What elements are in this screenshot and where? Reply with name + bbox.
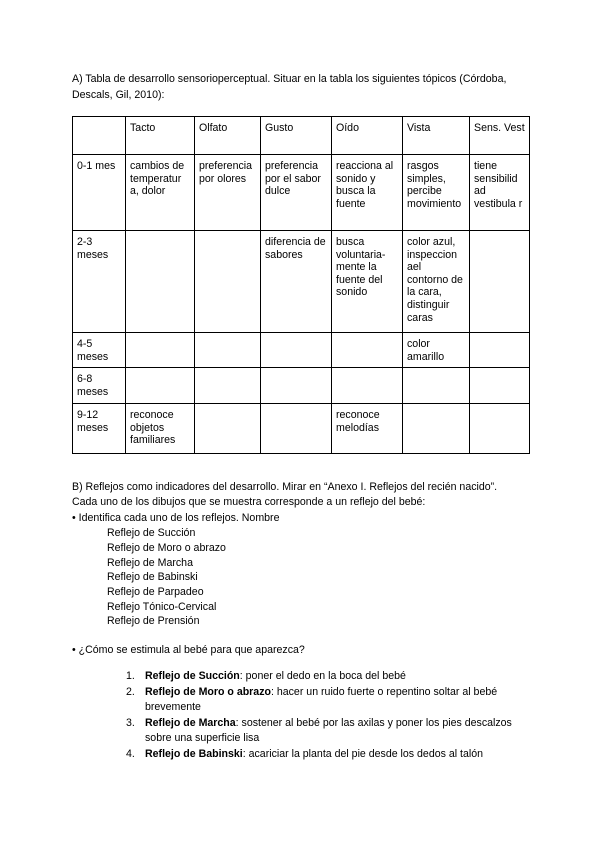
list-number: 4. <box>126 748 135 760</box>
table-cell <box>403 404 470 454</box>
table-cell: rasgos simples, percibe movimiento <box>403 155 470 231</box>
stimulus-text: : poner el dedo en la boca del bebé <box>239 670 406 682</box>
list-item <box>126 747 526 762</box>
list-item <box>126 669 526 684</box>
table-cell <box>470 368 530 404</box>
table-cell <box>470 231 530 333</box>
reflex-name: Reflejo de Succión <box>145 670 240 682</box>
reflex-item: Reflejo de Parpadeo <box>107 586 204 599</box>
table-cell <box>195 404 261 454</box>
table-cell: tiene sensibilid ad vestibula r <box>470 155 530 231</box>
table-cell: 4-5 meses <box>73 333 126 368</box>
table-cell <box>261 368 332 404</box>
list-number: 3. <box>126 717 135 729</box>
reflex-list <box>72 526 542 629</box>
header-cell: Sens. Vest <box>470 117 530 155</box>
header-cell: Gusto <box>261 117 332 155</box>
table-cell <box>195 333 261 368</box>
table-cell <box>261 404 332 454</box>
table-cell: color amarillo <box>403 333 470 368</box>
header-cell <box>73 117 126 155</box>
stimulate-question: • ¿Cómo se estimula al bebé para que aparezca? <box>72 644 305 656</box>
stimulus-text: : acariciar la planta del pie desde los dedos al talón <box>242 748 484 760</box>
table-cell <box>126 368 195 404</box>
table-cell: preferencia por el sabor dulce <box>261 155 332 231</box>
table-cell: diferencia de sabores <box>261 231 332 333</box>
table-cell: color azul, inspeccion ael contorno de la cara, distinguir caras <box>403 231 470 333</box>
table-cell <box>126 231 195 333</box>
list-number: 2. <box>126 686 135 698</box>
sensory-development-table <box>72 116 530 454</box>
reflex-name: Reflejo de Marcha <box>145 717 236 729</box>
stimulus-list <box>126 669 526 763</box>
section-a-intro: A) Tabla de desarrollo sensorioperceptual. Situar en la tabla los siguientes tópicos (Córdoba, Descals, Gil, 2010): <box>72 73 507 101</box>
table-cell <box>332 333 403 368</box>
table-header-row <box>73 117 530 155</box>
reflex-name: Reflejo de Babinski <box>145 748 243 760</box>
list-item <box>126 716 526 746</box>
table-row <box>73 231 530 333</box>
header-cell: Tacto <box>126 117 195 155</box>
list-number: 1. <box>126 670 135 682</box>
table-cell <box>195 368 261 404</box>
list-item <box>126 685 526 715</box>
reflex-item: Reflejo Tónico-Cervical <box>107 600 217 613</box>
table-row <box>73 155 530 231</box>
table-cell: reconoce melodías <box>332 404 403 454</box>
section-b-line-1: B) Reflejos como indicadores del desarrollo. Mirar en “Anexo I. Reflejos del recién nacido”. <box>72 481 498 493</box>
reflex-item: Reflejo de Prensión <box>107 615 200 628</box>
reflex-item: Reflejo de Succión <box>107 527 196 540</box>
table-cell: reconoce objetos familiares <box>126 404 195 454</box>
table-cell: reacciona al sonido y busca la fuente <box>332 155 403 231</box>
table-cell: preferencia por olores <box>195 155 261 231</box>
table-cell: 6-8 meses <box>73 368 126 404</box>
table-cell <box>470 333 530 368</box>
header-cell: Olfato <box>195 117 261 155</box>
table-row <box>73 333 530 368</box>
table-row <box>73 368 530 404</box>
section-b-line-2: Cada uno de los dibujos que se muestra corresponde a un reflejo del bebé: <box>72 496 426 509</box>
reflex-name: Reflejo de Moro o abrazo <box>145 686 271 698</box>
table-cell <box>470 404 530 454</box>
table-cell <box>195 231 261 333</box>
table-row <box>73 404 530 454</box>
reflex-item: Reflejo de Moro o abrazo <box>107 541 226 554</box>
reflex-item: Reflejo de Marcha <box>107 556 193 569</box>
table-cell <box>403 368 470 404</box>
table-cell <box>126 333 195 368</box>
table-cell <box>332 368 403 404</box>
table-cell <box>261 333 332 368</box>
header-cell: Oído <box>332 117 403 155</box>
identify-bullet: • Identifica cada uno de los reflejos. Nombre <box>72 511 280 524</box>
stimulus-text: : sostener al bebé por las axilas y poner los pies descalzos sobre una superficie lisa <box>145 717 512 744</box>
table-cell: 9-12 meses <box>73 404 126 454</box>
header-cell: Vista <box>403 117 470 155</box>
stimulus-text: : hacer un ruido fuerte o repentino soltar al bebé brevemente <box>145 686 498 713</box>
table-cell: cambios de temperatur a, dolor <box>126 155 195 231</box>
reflex-item: Reflejo de Babinski <box>107 571 198 584</box>
section-b <box>72 480 542 629</box>
table-cell: 0-1 mes <box>73 155 126 231</box>
table-cell: busca voluntaria-mente la fuente del sonido <box>332 231 403 333</box>
table-cell: 2-3 meses <box>73 231 126 333</box>
